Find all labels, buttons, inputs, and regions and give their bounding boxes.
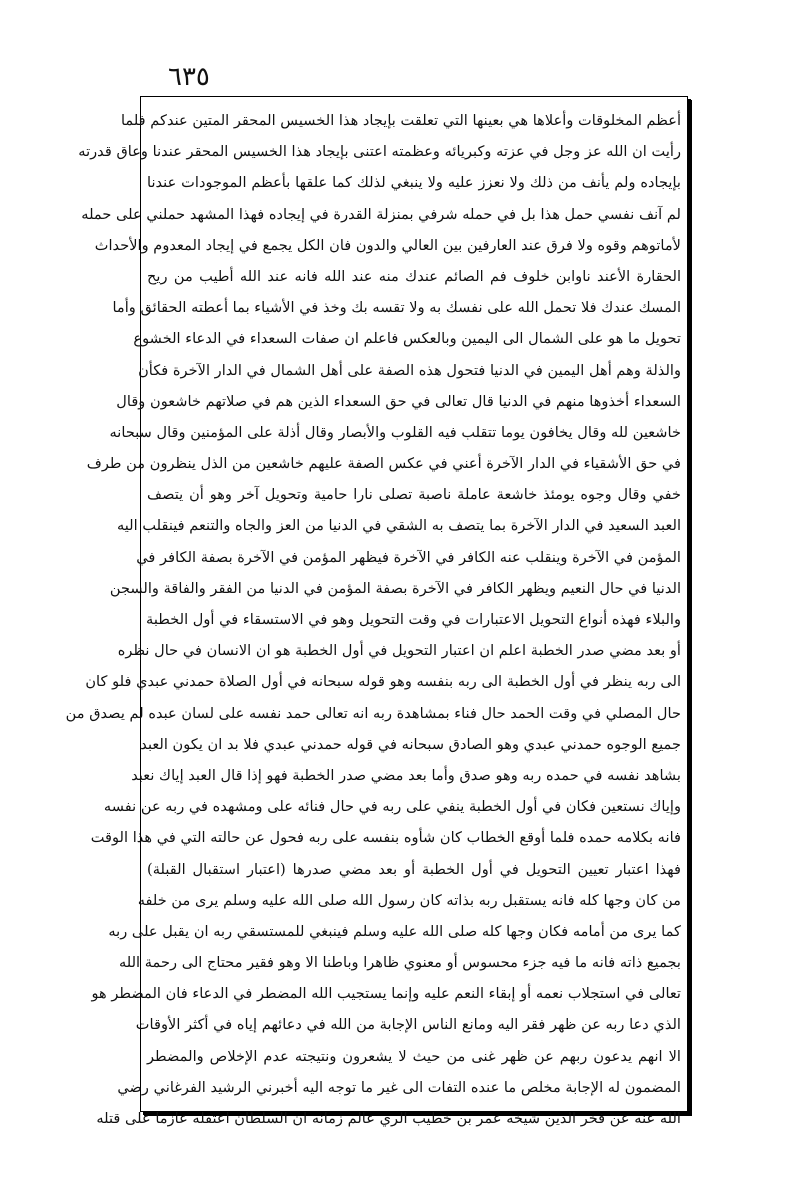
text-line: السعداء أخذوها منهم في الدنيا قال تعالى في حق السعداء الذين هم في صلاتهم خاشعون وقال — [116, 392, 681, 410]
text-line: الا انهم يدعون ربهم عن ظهر غنى من حيث لا يشعرون ونتيجته عدم الإخلاص والمضطر — [147, 1047, 681, 1065]
text-line: أو بعد مضي صدر الخطبة اعلم ان اعتبار التحويل في أول الخطبة هو ان الانسان في حال نظره — [117, 642, 681, 660]
text-line: أعظم المخلوقات وأعلاها هي بعينها التي تعلقت بإيجاد هذا الخسيس المحقر المتين عندكم فلما — [120, 112, 681, 129]
text-line: تعالى في استجلاب نعمه أو إبقاء النعم عليه وإنما يستجيب الله المضطر في الدعاء فان المضطر هو — [91, 985, 681, 1003]
text-frame — [65, 96, 688, 1127]
text-line: تحويل ما هو على الشمال الى اليمين وبالعكس فاعلم ان صفات السعداء في الدعاء الخشوع — [133, 330, 681, 348]
text-line: الدنيا في حال النعيم ويظهر الكافر في الآخرة بصفة المؤمن في الدنيا من الفقر والفاقة والسجن — [109, 579, 681, 597]
text-line: بشاهد نفسه في حمده ربه وهو صدق وأما بعد مضي صدر الخطبة فهو إذا قال العبد إياك نعبد — [131, 766, 681, 784]
text-line: الله عنه عن فخر الدين شيخه عمر بن خطيب الري عالم زمانه ان السلطان اعتقله عازما على قتله — [96, 1110, 681, 1127]
text-line: جميع الوجوه حمدني عبدي وهو الصادق سبحانه في قوله حمدني عبدي فلا بد ان يكون العبد — [140, 735, 681, 753]
text-line: المسك عندك فلا تحمل الله على نفسك به ولا تقسه بك وخذ في الأشياء بما أعطته الحقائق وأما — [112, 299, 681, 317]
text-line: خفي وقال وجوه يومئذ خاشعة عاملة ناصبة تصلى نارا حامية وتحويل آخر وهو أن يتصف — [147, 486, 681, 504]
text-line: بجميع ذاته فانه ما فيه جزء محسوس أو معنوي ظاهرا وباطنا الا وهو فقير محتاج الى رحمة الله — [118, 954, 681, 972]
text-line: خاشعين لله وقال يخافون يوما تتقلب فيه القلوب والأبصار وقال أذلة على المؤمنين وقال سبحانه — [109, 423, 681, 441]
text-line: والبلاء فهذه أنواع التحويل الاعتبارات في وقت التحويل وهو في الاستسقاء في أول الخطبة — [146, 611, 681, 628]
text-line: الذي دعا ربه عن ظهر فقر اليه ومانع الناس الإجابة من الله في دعائهم إياه في أكثر الأوقات — [135, 1016, 681, 1034]
text-line: المؤمن في الآخرة وينقلب عنه الكافر في الآخرة فيظهر المؤمن في الآخرة بصفة الكافر في — [136, 548, 681, 566]
text-line: الى ربه ينظر في أول الخطبة الى ربه بنفسه وهو قوله سبحانه في أول الصلاة حمدني عبدي فلو كان — [85, 673, 681, 691]
text-line: حال المصلي في وقت الحمد حال فناء بمشاهدة ربه انه تعالى حمد نفسه على لسان عبده لم يصدق من — [65, 704, 681, 722]
text-line: والذلة وهم أهل اليمين في الدنيا فتحول هذه الصفة على أهل الشمال في الدار الآخرة فكأن — [138, 361, 681, 379]
text-line: فانه بكلامه حمده فلما أوقع الخطاب كان شأوه بنفسه على ربه فحول عن حالته التي في هذا الوقت — [90, 829, 681, 847]
text-line: المضمون له الإجابة مخلص ما عنده التفات الى غير ما توجه اليه أخبرني الرشيد الفرغاني رضي — [117, 1078, 681, 1096]
page-number: ٦٣٥ — [168, 62, 210, 92]
text-line: رأيت ان الله عز وجل في عزته وكبريائه وعظمته اعتنى بإيجاد هذا الخسيس المحقر عندنا وعاق قدرته — [78, 143, 681, 161]
text-line: من كان وجها كله فانه يستقبل ربه بذاته كان رسول الله صلى الله عليه وسلم يرى من خلفه — [137, 891, 681, 909]
text-line: وإياك نستعين فكان في أول الخطبة ينفي على ربه في حال فنائه على ومشهده في ربه عن نفسه — [103, 798, 681, 816]
text-line: لم آنف نفسي حمل هذا بل في حمله شرفي بمنزلة القدرة في إيجاده فهذا المشهد حملني على حمله — [81, 205, 681, 223]
text-line: لأماتوهم وقوه ولا فرق عند العارفين بين العالي والدون فان الكل يجمع في إيجاد المعدوم والأحداث — [94, 236, 681, 254]
text-line: بإيجاده ولم يأنف من ذلك ولا نعزز عليه ولا ينبغي لذلك كما علقها بأعظم الموجودات عندنا — [147, 174, 681, 192]
text-line: فهذا اعتبار تعيين التحويل في أول الخطبة أو بعد مضي صدرها (اعتبار استقبال القبلة) — [147, 860, 681, 878]
text-line: في حق الأشقياء في الدار الآخرة أعني في عكس الصفة عليهم خاشعين من الذل ينظرون من طرف — [86, 455, 681, 473]
text-line: كما يرى من أمامه فكان وجها كله صلى الله عليه وسلم فينبغي للمستسقي ربه ان يقبل على ربه — [108, 922, 681, 940]
text-line: الحقارة الأعند ناوابن خلوف فم الصائم عندك منه عند الله فانه عند الله أطيب من ريح — [147, 267, 681, 285]
text-line: العبد السعيد في الدار الآخرة بما يتصف به الشقي في الدنيا من العز والجاه والتنعم فينقلب اليه — [116, 517, 681, 535]
